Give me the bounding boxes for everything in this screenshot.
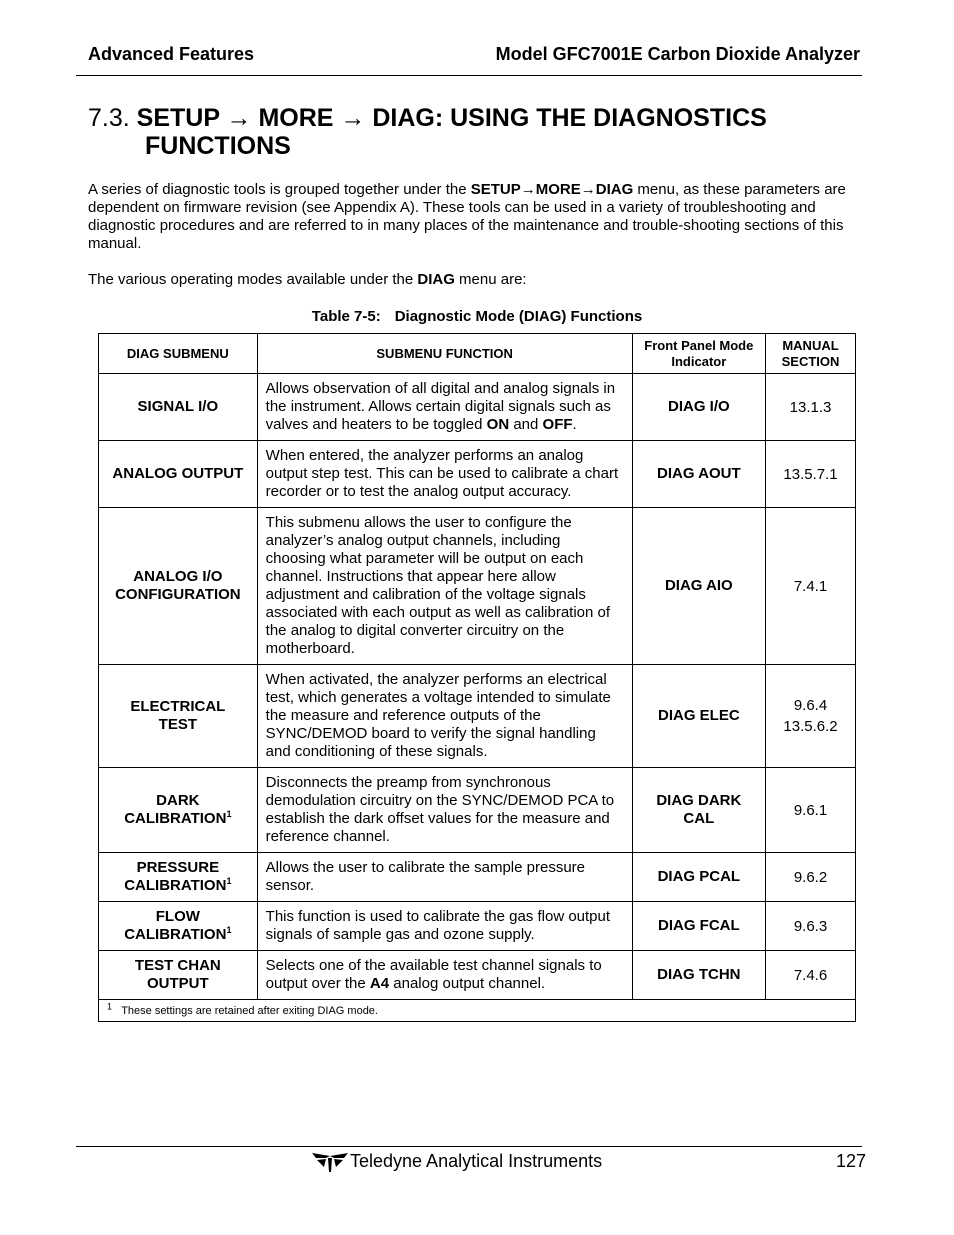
table-footnote (99, 1000, 856, 1022)
footnote-text: These settings are retained after exiting DIAG mode. (121, 1004, 378, 1017)
submenu-name: ANALOG OUTPUT (99, 441, 258, 508)
footer-divider (76, 1146, 862, 1147)
intro-paragraph (88, 181, 862, 253)
footer-brand (312, 1151, 602, 1172)
page-number: 127 (835, 1151, 866, 1171)
submenu-function: This submenu allows the user to configure the analyzer’s analog output channels, including choosing what parameter will be output on each channel. Instructions that appear here allow adjustment and calibration of the voltage signals associated with each output as well as calibration of the analog to digital converter circuitry on the motherboard. (257, 508, 632, 665)
modes-paragraph (88, 271, 862, 289)
submenu-name: ANALOG I/O CONFIGURATION (99, 508, 258, 665)
intro-text-start: A series of diagnostic tools is grouped together under the (88, 181, 471, 198)
section-title-line2: FUNCTIONS (145, 132, 291, 160)
table-row (99, 508, 856, 665)
submenu-function: Disconnects the preamp from synchronous demodulation circuitry on the SYNC/DEMOD PCA to establish the dark offset values for the measure and reference channel. (257, 768, 632, 853)
table-row (99, 902, 856, 951)
section-heading (88, 104, 868, 160)
page-header (88, 44, 860, 66)
submenu-function: Selects one of the available test channel signals to output over the A4 analog output channel. (257, 951, 632, 1000)
manual-section: 9.6.1 (766, 768, 856, 853)
footnote-ref: 1 (226, 925, 232, 935)
menu-path: SETUP→MORE→DIAG (470, 181, 634, 198)
submenu-name: FLOW CALIBRATION$^1$ (99, 902, 258, 951)
table-header-row (99, 334, 856, 374)
manual-section: 13.1.3 (766, 374, 856, 441)
intro-text-end: menu, as these parameters are dependent on firmware revision (see Appendix A). These tools can be used in a variety of troubleshooting and diagnostic procedures and are referred to in many places of the maintenance and trouble-shooting sections of this manual. (88, 181, 846, 252)
submenu-name: DARK CALIBRATION$^1$ (99, 768, 258, 853)
table-row (99, 665, 856, 768)
table-row (99, 853, 856, 902)
submenu-function: Allows the user to calibrate the sample pressure sensor. (257, 853, 632, 902)
submenu-name: ELECTRICAL TEST (99, 665, 258, 768)
footnote-mark: 1 (107, 1000, 113, 1011)
header-front-panel-indicator: Front Panel Mode Indicator (632, 334, 765, 374)
diag-keyword: DIAG (417, 271, 455, 288)
mode-indicator: DIAG PCAL (632, 853, 765, 902)
mode-indicator: DIAG ELEC (632, 665, 765, 768)
mode-indicator: DIAG AIO (632, 508, 765, 665)
footer-brand-name: Teledyne Analytical Instruments (350, 1151, 603, 1171)
submenu-function: When activated, the analyzer performs an electrical test, which generates a voltage intended to simulate the measure and reference outputs of the SYNC/DEMOD board to verify the signal handling and conditioning of these signals. (257, 665, 632, 768)
table-row (99, 768, 856, 853)
table-row (99, 374, 856, 441)
table-title: Diagnostic Mode (DIAG) Functions (394, 308, 643, 325)
mode-indicator: DIAG FCAL (632, 902, 765, 951)
manual-section: 7.4.1 (766, 508, 856, 665)
header-manual-section: MANUAL SECTION (766, 334, 856, 374)
section-title-line1: SETUP → MORE → DIAG: USING THE DIAGNOSTICS (136, 104, 767, 132)
footnote-ref: 1 (226, 876, 232, 886)
header-model-name: Model GFC7001E Carbon Dioxide Analyzer (495, 44, 860, 64)
table-caption (0, 308, 954, 325)
header-section-name: Advanced Features (88, 44, 255, 64)
mode-indicator: DIAG AOUT (632, 441, 765, 508)
submenu-function: When entered, the analyzer performs an analog output step test. This can be used to calibrate a chart recorder or to test the analog output accuracy. (257, 441, 632, 508)
submenu-name: PRESSURE CALIBRATION$^1$ (99, 853, 258, 902)
modes-text-end: menu are: (454, 271, 527, 288)
header-submenu-function: SUBMENU FUNCTION (257, 334, 632, 374)
table-row (99, 441, 856, 508)
modes-text-start: The various operating modes available under the (88, 271, 418, 288)
table-footnote-row (99, 1000, 856, 1022)
manual-section: 9.6.4 13.5.6.2 (766, 665, 856, 768)
manual-section: 9.6.3 (766, 902, 856, 951)
manual-section: 7.4.6 (766, 951, 856, 1000)
mode-indicator: DIAG DARK CAL (632, 768, 765, 853)
manual-section: 13.5.7.1 (766, 441, 856, 508)
table-number: Table 7-5: (311, 308, 381, 325)
section-number: 7.3. (88, 104, 130, 132)
header-divider (76, 75, 862, 76)
teledyne-logo-icon (312, 1152, 348, 1172)
footnote-ref: 1 (226, 809, 232, 819)
manual-section: 9.6.2 (766, 853, 856, 902)
header-diag-submenu: DIAG SUBMENU (99, 334, 258, 374)
mode-indicator: DIAG I/O (632, 374, 765, 441)
submenu-name: SIGNAL I/O (99, 374, 258, 441)
mode-indicator: DIAG TCHN (632, 951, 765, 1000)
submenu-function: Allows observation of all digital and analog signals in the instrument. Allows certain digital signals such as valves and heaters to be toggled ON and OFF. (257, 374, 632, 441)
submenu-name: TEST CHAN OUTPUT (99, 951, 258, 1000)
table-row (99, 951, 856, 1000)
diag-functions-table (98, 333, 856, 1022)
submenu-function: This function is used to calibrate the gas flow output signals of sample gas and ozone supply. (257, 902, 632, 951)
